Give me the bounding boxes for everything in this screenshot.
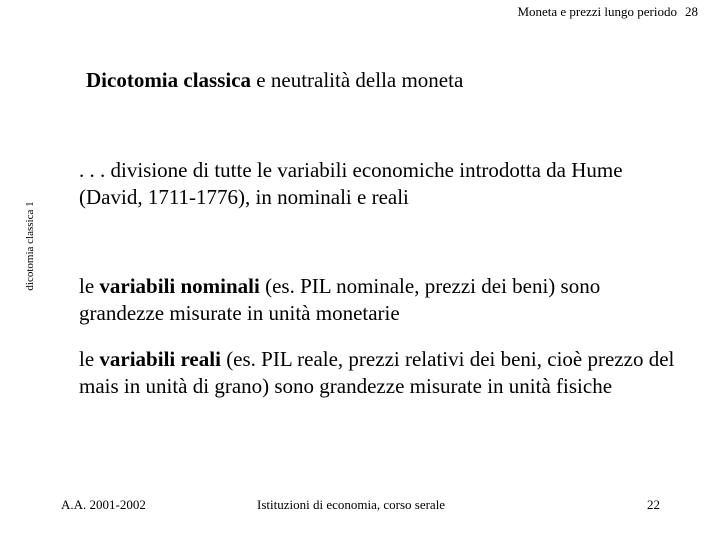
running-header-title: Moneta e prezzi lungo periodo bbox=[517, 4, 677, 19]
slide-title-rest: e neutralità della moneta bbox=[251, 68, 464, 92]
footer-page-number: 22 bbox=[647, 497, 660, 512]
paragraph-nominal-post: (es. PIL nominale, prezzi dei beni) sono grandezze misurate in unità monetarie bbox=[79, 274, 601, 325]
paragraph-real-bold: variabili reali bbox=[99, 347, 221, 371]
paragraph-nominal-variables bbox=[79, 273, 679, 327]
running-header-page: 28 bbox=[685, 4, 698, 19]
paragraph-nominal-pre: le bbox=[79, 274, 100, 298]
paragraph-hume: . . . divisione di tutte le variabili economiche introdotta da Hume (David, 1711-1776), in nominali e reali bbox=[79, 158, 623, 209]
footer-year: A.A. 2001-2002 bbox=[61, 497, 146, 512]
side-label: dicotomia classica 1 bbox=[24, 201, 36, 291]
footer-course: Istituzioni di economia, corso serale bbox=[257, 497, 446, 512]
slide-title bbox=[86, 68, 463, 93]
paragraph-real-variables bbox=[79, 346, 679, 400]
paragraph-real-pre: le bbox=[79, 347, 100, 371]
running-header bbox=[517, 4, 698, 20]
paragraph-nominal-bold: variabili nominali bbox=[99, 274, 260, 298]
slide-title-bold: Dicotomia classica bbox=[86, 68, 252, 92]
paragraph-real-post: (es. PIL reale, prezzi relativi dei beni, cioè prezzo del mais in unità di grano) sono grandezze misurate in unità fisiche bbox=[79, 347, 675, 398]
